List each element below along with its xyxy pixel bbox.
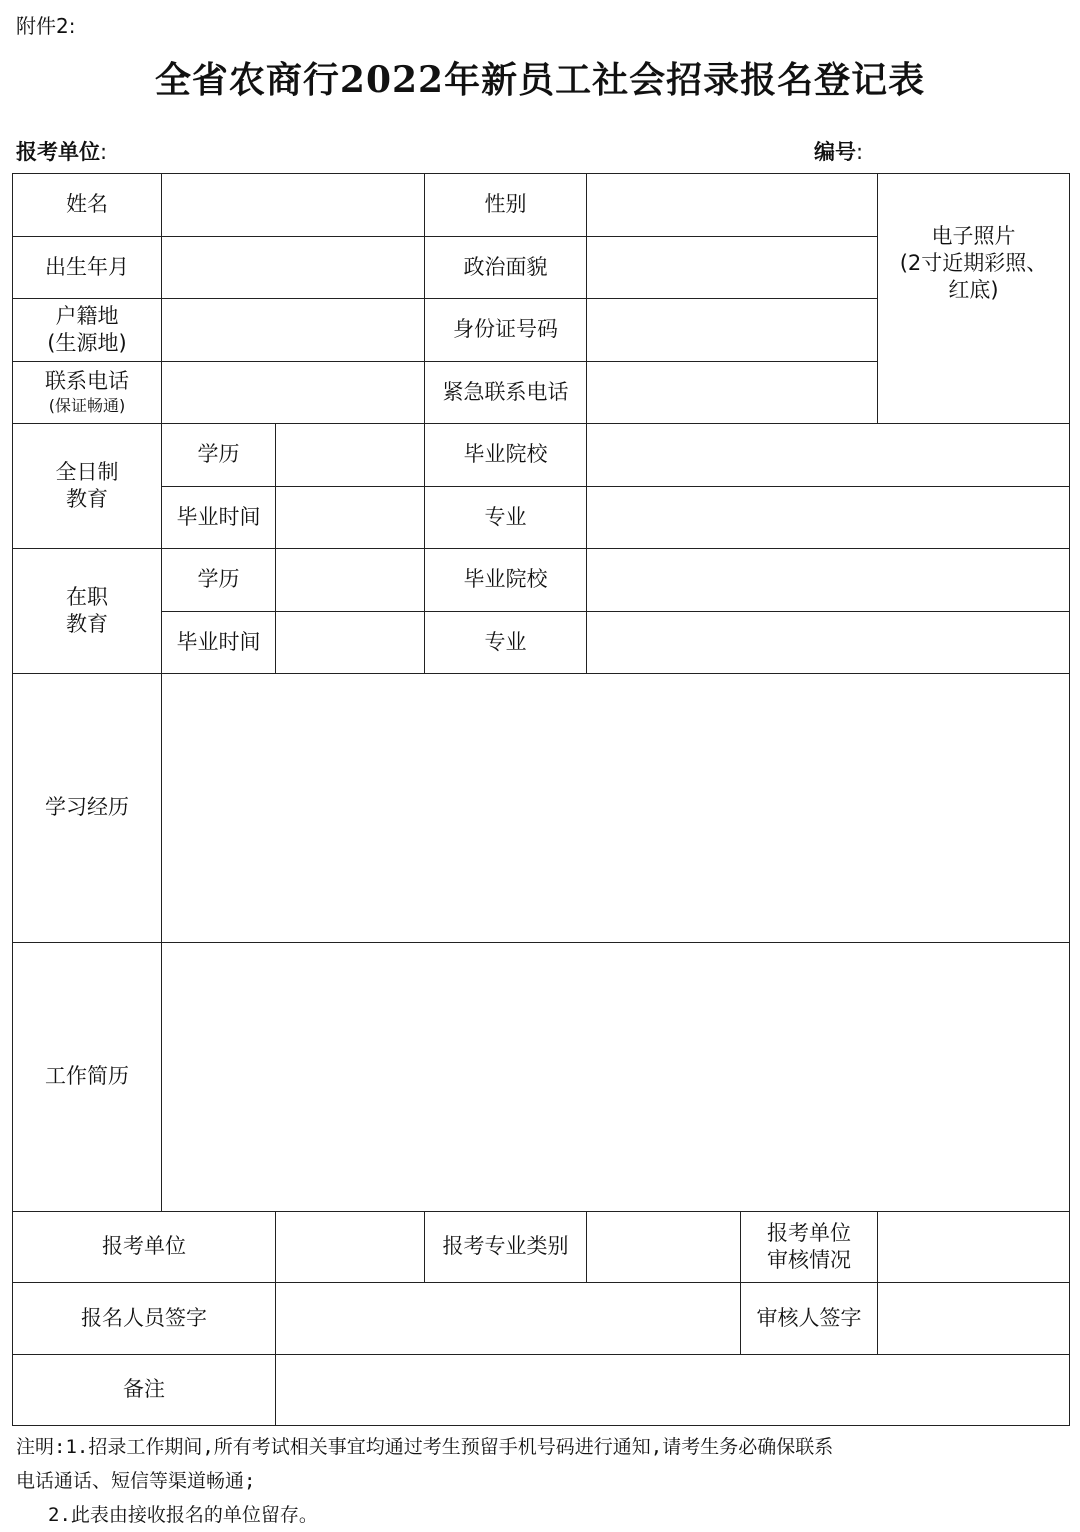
form-title: 全省农商行2022年新员工社会招录报名登记表 [154, 59, 926, 101]
phone-field[interactable] [162, 362, 425, 424]
photo-cell[interactable] [878, 174, 1070, 424]
inservice-major-label: 专业 [425, 612, 587, 674]
apply-unit-field[interactable] [276, 1212, 425, 1283]
reviewer-signature-label: 审核人签字 [741, 1283, 878, 1355]
inservice-edu-label-1: 在职 [66, 584, 108, 609]
inservice-school-field[interactable] [587, 549, 1070, 612]
birth-label: 出生年月 [13, 237, 162, 299]
inservice-edu-label-2: 教育 [66, 612, 108, 636]
apply-category-label: 报考专业类别 [425, 1212, 587, 1283]
work-history-field[interactable] [162, 943, 1070, 1212]
name-field[interactable] [162, 174, 425, 237]
inservice-degree-label: 学历 [162, 549, 276, 612]
phone-label [13, 362, 162, 424]
id-number-field[interactable] [587, 299, 878, 362]
fulltime-major-label: 专业 [425, 487, 587, 549]
fulltime-major-field[interactable] [587, 487, 1070, 549]
fulltime-school-label: 毕业院校 [425, 424, 587, 487]
gender-field[interactable] [587, 174, 878, 237]
hukou-field[interactable] [162, 299, 425, 362]
id-number-label: 身份证号码 [425, 299, 587, 362]
inservice-degree-field[interactable] [276, 549, 425, 612]
emergency-phone-field[interactable] [587, 362, 878, 424]
fulltime-edu-label [13, 424, 162, 549]
political-field[interactable] [587, 237, 878, 299]
fulltime-degree-field[interactable] [276, 424, 425, 487]
birth-field[interactable] [162, 237, 425, 299]
hukou-label-sub: (生源地) [47, 331, 127, 355]
emergency-phone-label: 紧急联系电话 [425, 362, 587, 424]
hukou-label [13, 299, 162, 362]
phone-label-main: 联系电话 [45, 369, 129, 394]
name-label: 姓名 [13, 174, 162, 237]
registration-table [12, 173, 1070, 1426]
apply-category-field[interactable] [587, 1212, 741, 1283]
reviewer-signature-field[interactable] [878, 1283, 1070, 1355]
study-history-label: 学习经历 [13, 674, 162, 943]
colon: : [100, 140, 108, 164]
photo-label: 电子照片 [931, 223, 1016, 248]
inservice-edu-label [13, 549, 162, 674]
footnote-line-3: 2.此表由接收报名的单位留存。 [48, 1504, 318, 1526]
footnote-line-1: 注明:1.招录工作期间,所有考试相关事宜均通过考生预留手机号码进行通知,请考生务必确保联系 [16, 1436, 834, 1458]
applicant-signature-field[interactable] [276, 1283, 741, 1355]
photo-spec: (2寸近期彩照、 [899, 250, 1048, 275]
apply-unit-header-label: 报考单位 [16, 140, 100, 164]
review-status-label-2: 审核情况 [767, 1248, 851, 1272]
fulltime-gradtime-field[interactable] [276, 487, 425, 549]
hukou-label-main: 户籍地 [55, 303, 119, 328]
inservice-gradtime-label: 毕业时间 [162, 612, 276, 674]
apply-unit-label: 报考单位 [13, 1212, 276, 1283]
photo-spec-bg: 红底) [948, 278, 999, 303]
gender-label: 性别 [425, 174, 587, 237]
inservice-major-field[interactable] [587, 612, 1070, 674]
fulltime-edu-label-2: 教育 [66, 487, 108, 511]
review-status-field[interactable] [878, 1212, 1070, 1283]
number-header-label: 编号 [814, 140, 856, 164]
attachment-label: 附件2: [16, 14, 76, 38]
number-header [814, 136, 863, 166]
fulltime-edu-label-1: 全日制 [55, 459, 119, 484]
phone-label-sub: (保证畅通) [48, 395, 126, 415]
work-history-label: 工作简历 [13, 943, 162, 1212]
political-label: 政治面貌 [425, 237, 587, 299]
study-history-field[interactable] [162, 674, 1070, 943]
remarks-label: 备注 [13, 1355, 276, 1426]
fulltime-degree-label: 学历 [162, 424, 276, 487]
inservice-gradtime-field[interactable] [276, 612, 425, 674]
fulltime-gradtime-label: 毕业时间 [162, 487, 276, 549]
footnote-line-2: 电话通话、短信等渠道畅通; [16, 1470, 256, 1492]
footnote [16, 1430, 1066, 1532]
review-status-label [741, 1212, 878, 1283]
applicant-signature-label: 报名人员签字 [13, 1283, 276, 1355]
fulltime-school-field[interactable] [587, 424, 1070, 487]
inservice-school-label: 毕业院校 [425, 549, 587, 612]
remarks-field[interactable] [276, 1355, 1070, 1426]
colon: : [856, 140, 864, 164]
apply-unit-header [16, 136, 107, 166]
review-status-label-1: 报考单位 [767, 1220, 851, 1245]
